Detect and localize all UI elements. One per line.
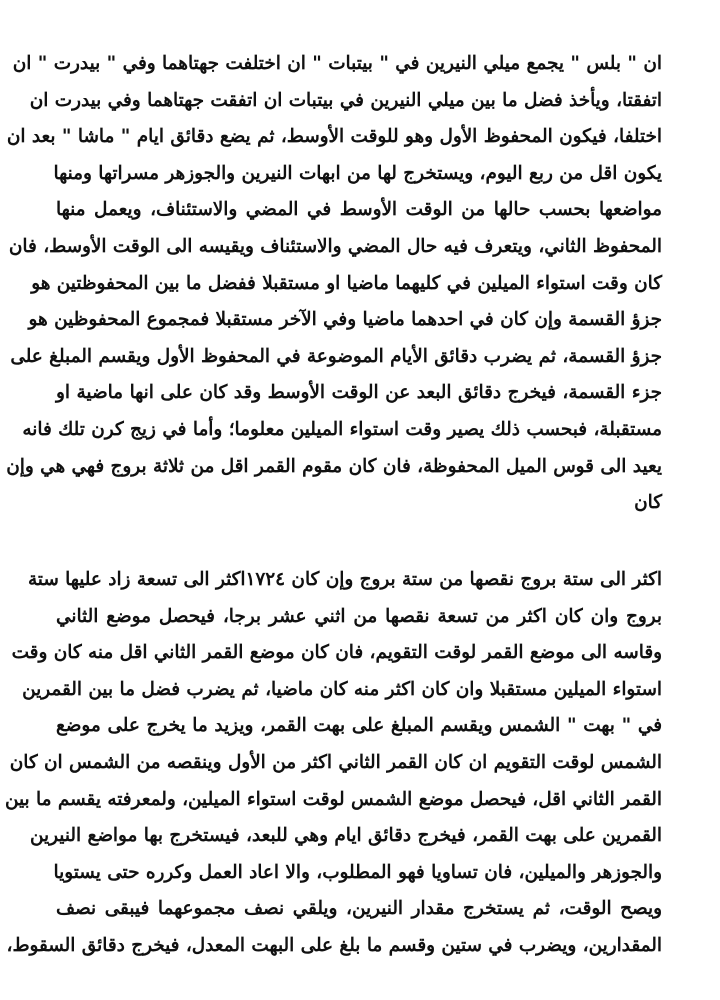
- paragraph-2: [4, 562, 662, 965]
- text-line: بروج وان كان اكثر من تسعة نقصها من اثني عشر برجا، فيحصل موضع الثاني: [56, 605, 662, 627]
- text-line: اكثر الى ستة بروج نقصها من ستة بروج وإن كان ١٧٢٤اكثر الى تسعة زاد عليها ستة: [27, 569, 662, 590]
- text-line: مستقبلة، فبحسب ذلك يصير وقت استواء الميلين معلوما؛ وأما في زيج كرن تلك فانه: [22, 418, 662, 440]
- text-line: والجوزهر والميلين، فان تساويا فهو المطلوب، والا اعاد العمل وكرره حتى يستويا: [53, 861, 662, 883]
- text-line: يكون اقل من ربع اليوم، ويستخرج لها من ابهات النيرين والجوزهر مسراتها ومنها: [53, 162, 662, 184]
- text-line: القمر الثاني اقل، فيحصل موضع الشمس لوقت استواء الميلين، ولمعرفته يقسم ما بين: [4, 788, 662, 810]
- text-line: استواء الميلين مستقبلا وان كان اكثر منه كان ماضيا، ثم يضرب فضل ما بين القمرين: [22, 678, 662, 700]
- text-line: جزء القسمة، فيخرج دقائق البعد عن الوقت الأوسط وقد كان على انها ماضية او: [56, 382, 662, 404]
- text-line: يعيد الى قوس الميل المحفوظة، فان كان مقوم القمر اقل من ثلاثة بروج فهي هي وإن: [6, 455, 662, 477]
- text-line: ان " بلس " يجمع ميلي النيرين في " بيتبات " ان اختلفت جهتاهما وفي " بيدرت " ان: [12, 53, 662, 74]
- paragraph-1: [6, 46, 662, 522]
- text-line: في " بهت " الشمس ويقسم المبلغ على بهت القمر، ويزيد ما يخرج على موضع: [56, 715, 662, 737]
- text-line: وقاسه الى موضع القمر لوقت التقويم، فان كان موضع القمر الثاني اقل منه كان وقت: [11, 642, 662, 664]
- text-line: اختلفا، فيكون المحفوظ الأول وهو للوقت الأوسط، ثم يضع دقائق ايام " ماشا " بعد ان: [6, 126, 662, 148]
- text-line: القمرين على بهت القمر، فيخرج دقائق ايام وهي للبعد، فيستخرج بها مواضع النيرين: [30, 825, 662, 847]
- text-line: مواضعها بحسب حالها من الوقت الأوسط في المضي والاستئناف، ويعمل منها: [56, 199, 662, 221]
- text-line: جزؤ القسمة وإن كان في احدهما ماضيا وفي الآخر مستقبلا فمجموع المحفوظين هو: [28, 309, 662, 331]
- text-line: اتفقتا، ويأخذ فضل ما بين ميلي النيرين في بيتبات ان اتفقت جهتاهما وفي بيدرت ان: [29, 89, 662, 111]
- text-line: جزؤ القسمة، ثم يضرب دقائق الأيام الموضوعة في المحفوظ الأول ويقسم المبلغ على: [10, 345, 662, 367]
- text-line: كان وقت استواء الميلين في كليهما ماضيا او مستقبلا ففضل ما بين المحفوظتين هو: [31, 272, 662, 294]
- text-line: ويصح الوقت، ثم يستخرج مقدار النيرين، ويلقي نصف مجموعهما فيبقى نصف: [56, 898, 662, 920]
- text-line: المقدارين، ويضرب في ستين وقسم ما بلغ على البهت المعدل، فيخرج دقائق السقوط،: [6, 934, 662, 956]
- text-line: الشمس لوقت التقويم ان كان القمر الثاني اكثر من الأول وينقصه من الشمس ان كان: [9, 751, 662, 773]
- text-line: كان: [634, 492, 662, 514]
- text-line: المحفوظ الثاني، ويتعرف فيه حال المضي والاستئناف ويقيسه الى الوقت الأوسط، فان: [8, 235, 662, 257]
